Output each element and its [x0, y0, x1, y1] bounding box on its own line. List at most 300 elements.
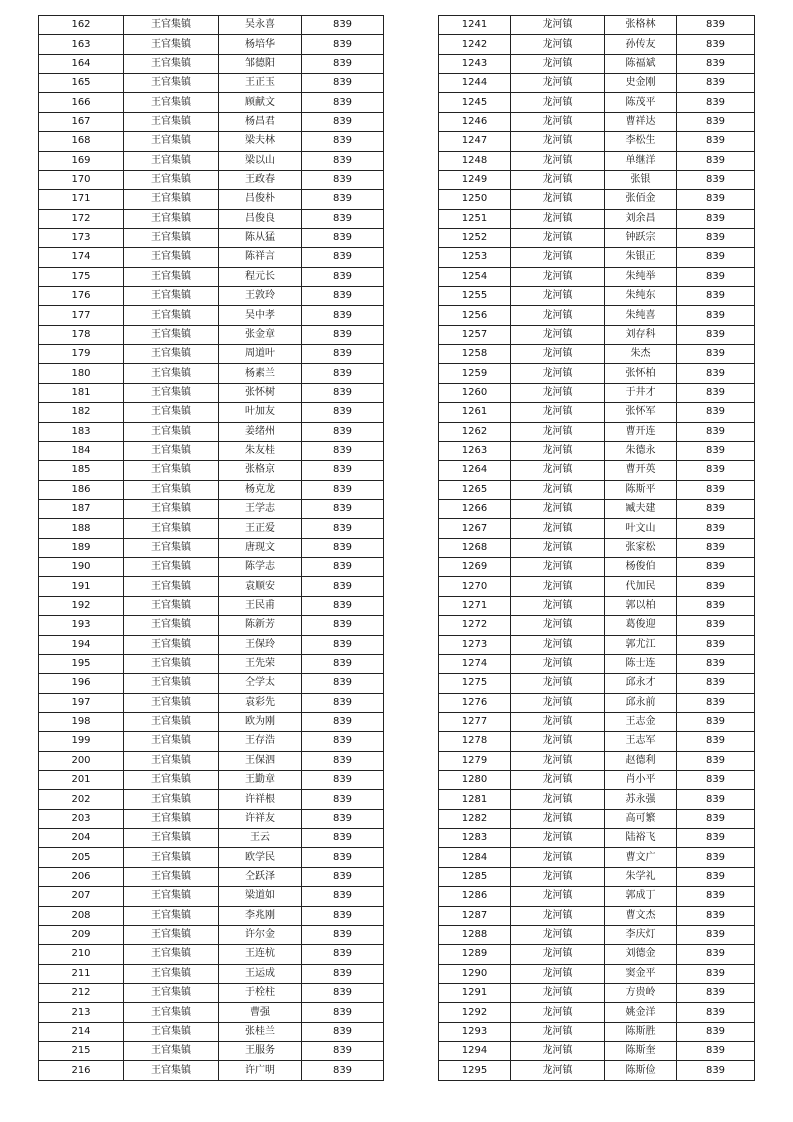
table-row: [39, 1022, 384, 1041]
amount-cell: 839: [677, 809, 755, 828]
amount-cell: 839: [302, 829, 384, 848]
table-row: [39, 112, 384, 131]
amount-cell: 839: [677, 151, 755, 170]
amount-cell: 839: [302, 771, 384, 790]
table-row: [439, 829, 755, 848]
row-number-cell: 1244: [439, 74, 511, 93]
person-name-cell: 姜绪州: [219, 422, 302, 441]
row-number-cell: 1272: [439, 616, 511, 635]
amount-cell: 839: [302, 306, 384, 325]
amount-cell: 839: [677, 771, 755, 790]
town-name-cell: 龙河镇: [511, 538, 605, 557]
amount-cell: 839: [302, 190, 384, 209]
row-number-cell: 215: [39, 1042, 124, 1061]
town-name-cell: 王官集镇: [124, 983, 219, 1002]
table-row: [439, 499, 755, 518]
row-number-cell: 196: [39, 674, 124, 693]
amount-cell: 839: [677, 480, 755, 499]
row-number-cell: 1282: [439, 809, 511, 828]
town-name-cell: 龙河镇: [511, 1022, 605, 1041]
row-number-cell: 1284: [439, 848, 511, 867]
amount-cell: 839: [302, 674, 384, 693]
person-name-cell: 吕俊朴: [219, 190, 302, 209]
town-name-cell: 王官集镇: [124, 480, 219, 499]
row-number-cell: 1291: [439, 983, 511, 1002]
amount-cell: 839: [677, 829, 755, 848]
row-number-cell: 188: [39, 519, 124, 538]
amount-cell: 839: [302, 558, 384, 577]
town-name-cell: 龙河镇: [511, 190, 605, 209]
table-row: [39, 267, 384, 286]
row-number-cell: 1273: [439, 635, 511, 654]
row-number-cell: 171: [39, 190, 124, 209]
row-number-cell: 1254: [439, 267, 511, 286]
town-name-cell: 龙河镇: [511, 345, 605, 364]
town-name-cell: 王官集镇: [124, 1061, 219, 1080]
amount-cell: 839: [302, 209, 384, 228]
town-name-cell: 龙河镇: [511, 674, 605, 693]
town-name-cell: 王官集镇: [124, 790, 219, 809]
person-name-cell: 陈福斌: [605, 54, 677, 73]
town-name-cell: 王官集镇: [124, 945, 219, 964]
amount-cell: 839: [302, 74, 384, 93]
amount-cell: 839: [302, 867, 384, 886]
table-row: [439, 790, 755, 809]
person-name-cell: 刘存科: [605, 325, 677, 344]
row-number-cell: 1252: [439, 228, 511, 247]
row-number-cell: 165: [39, 74, 124, 93]
town-name-cell: 龙河镇: [511, 16, 605, 35]
person-name-cell: 朱学礼: [605, 867, 677, 886]
person-name-cell: 王政春: [219, 170, 302, 189]
table-row: [439, 267, 755, 286]
amount-cell: 839: [302, 93, 384, 112]
town-name-cell: 龙河镇: [511, 887, 605, 906]
town-name-cell: 龙河镇: [511, 519, 605, 538]
row-number-cell: 180: [39, 364, 124, 383]
table-row: [39, 461, 384, 480]
table-row: [39, 1061, 384, 1080]
table-row: [439, 170, 755, 189]
table-row: [439, 461, 755, 480]
row-number-cell: 1276: [439, 693, 511, 712]
row-number-cell: 173: [39, 228, 124, 247]
person-name-cell: 王先荣: [219, 654, 302, 673]
row-number-cell: 1257: [439, 325, 511, 344]
row-number-cell: 194: [39, 635, 124, 654]
person-name-cell: 叶文山: [605, 519, 677, 538]
amount-cell: 839: [677, 635, 755, 654]
row-number-cell: 191: [39, 577, 124, 596]
right-roster-table: [438, 15, 755, 1081]
row-number-cell: 1275: [439, 674, 511, 693]
row-number-cell: 210: [39, 945, 124, 964]
row-number-cell: 179: [39, 345, 124, 364]
table-row: [39, 16, 384, 35]
row-number-cell: 199: [39, 732, 124, 751]
table-row: [439, 925, 755, 944]
table-row: [439, 887, 755, 906]
person-name-cell: 苏永强: [605, 790, 677, 809]
person-name-cell: 朱杰: [605, 345, 677, 364]
row-number-cell: 1242: [439, 35, 511, 54]
person-name-cell: 朱德永: [605, 441, 677, 460]
person-name-cell: 程元长: [219, 267, 302, 286]
amount-cell: 839: [677, 422, 755, 441]
row-number-cell: 204: [39, 829, 124, 848]
row-number-cell: 205: [39, 848, 124, 867]
person-name-cell: 许尔金: [219, 925, 302, 944]
amount-cell: 839: [302, 228, 384, 247]
table-row: [439, 54, 755, 73]
person-name-cell: 曹开英: [605, 461, 677, 480]
amount-cell: 839: [302, 983, 384, 1002]
town-name-cell: 龙河镇: [511, 964, 605, 983]
person-name-cell: 仝学太: [219, 674, 302, 693]
town-name-cell: 龙河镇: [511, 1042, 605, 1061]
table-row: [439, 151, 755, 170]
amount-cell: 839: [302, 732, 384, 751]
town-name-cell: 龙河镇: [511, 1061, 605, 1080]
table-row: [439, 809, 755, 828]
row-number-cell: 193: [39, 616, 124, 635]
row-number-cell: 177: [39, 306, 124, 325]
town-name-cell: 龙河镇: [511, 829, 605, 848]
amount-cell: 839: [302, 538, 384, 557]
amount-cell: 839: [302, 596, 384, 615]
amount-cell: 839: [677, 345, 755, 364]
town-name-cell: 龙河镇: [511, 654, 605, 673]
table-row: [39, 151, 384, 170]
table-row: [39, 519, 384, 538]
row-number-cell: 1263: [439, 441, 511, 460]
table-row: [39, 538, 384, 557]
table-row: [439, 383, 755, 402]
person-name-cell: 邱永前: [605, 693, 677, 712]
row-number-cell: 1255: [439, 287, 511, 306]
person-name-cell: 代加民: [605, 577, 677, 596]
town-name-cell: 王官集镇: [124, 519, 219, 538]
table-row: [39, 383, 384, 402]
amount-cell: 839: [302, 132, 384, 151]
amount-cell: 839: [677, 287, 755, 306]
person-name-cell: 肖小平: [605, 771, 677, 790]
town-name-cell: 王官集镇: [124, 151, 219, 170]
person-name-cell: 陈从猛: [219, 228, 302, 247]
row-number-cell: 1288: [439, 925, 511, 944]
person-name-cell: 张怀柏: [605, 364, 677, 383]
person-name-cell: 王连杭: [219, 945, 302, 964]
amount-cell: 839: [677, 1022, 755, 1041]
amount-cell: 839: [302, 54, 384, 73]
amount-cell: 839: [677, 906, 755, 925]
amount-cell: 839: [302, 422, 384, 441]
table-row: [39, 577, 384, 596]
amount-cell: 839: [677, 16, 755, 35]
town-name-cell: 王官集镇: [124, 403, 219, 422]
row-number-cell: 1264: [439, 461, 511, 480]
row-number-cell: 162: [39, 16, 124, 35]
table-row: [39, 558, 384, 577]
table-row: [439, 945, 755, 964]
row-number-cell: 186: [39, 480, 124, 499]
person-name-cell: 曹开连: [605, 422, 677, 441]
amount-cell: 839: [302, 751, 384, 770]
amount-cell: 839: [677, 383, 755, 402]
town-name-cell: 王官集镇: [124, 345, 219, 364]
person-name-cell: 许广明: [219, 1061, 302, 1080]
row-number-cell: 1286: [439, 887, 511, 906]
person-name-cell: 邹德阳: [219, 54, 302, 73]
row-number-cell: 1241: [439, 16, 511, 35]
row-number-cell: 1290: [439, 964, 511, 983]
row-number-cell: 1289: [439, 945, 511, 964]
table-row: [39, 170, 384, 189]
person-name-cell: 陆裕飞: [605, 829, 677, 848]
row-number-cell: 172: [39, 209, 124, 228]
person-name-cell: 朱纯举: [605, 267, 677, 286]
town-name-cell: 王官集镇: [124, 287, 219, 306]
left-roster-table: [38, 15, 384, 1081]
town-name-cell: 龙河镇: [511, 132, 605, 151]
person-name-cell: 王运成: [219, 964, 302, 983]
table-row: [439, 983, 755, 1002]
table-row: [39, 945, 384, 964]
amount-cell: 839: [677, 93, 755, 112]
town-name-cell: 王官集镇: [124, 712, 219, 731]
person-name-cell: 陈斯胜: [605, 1022, 677, 1041]
row-number-cell: 1281: [439, 790, 511, 809]
person-name-cell: 王保泗: [219, 751, 302, 770]
table-row: [39, 596, 384, 615]
amount-cell: 839: [677, 964, 755, 983]
row-number-cell: 190: [39, 558, 124, 577]
town-name-cell: 王官集镇: [124, 248, 219, 267]
row-number-cell: 1271: [439, 596, 511, 615]
person-name-cell: 张金章: [219, 325, 302, 344]
row-number-cell: 1269: [439, 558, 511, 577]
town-name-cell: 龙河镇: [511, 325, 605, 344]
amount-cell: 839: [677, 364, 755, 383]
town-name-cell: 王官集镇: [124, 228, 219, 247]
table-row: [439, 74, 755, 93]
amount-cell: 839: [677, 519, 755, 538]
person-name-cell: 刘余昌: [605, 209, 677, 228]
town-name-cell: 龙河镇: [511, 267, 605, 286]
town-name-cell: 王官集镇: [124, 906, 219, 925]
person-name-cell: 王勤章: [219, 771, 302, 790]
table-row: [439, 1003, 755, 1022]
person-name-cell: 姚金洋: [605, 1003, 677, 1022]
person-name-cell: 周道叶: [219, 345, 302, 364]
row-number-cell: 1266: [439, 499, 511, 518]
table-row: [439, 132, 755, 151]
town-name-cell: 王官集镇: [124, 74, 219, 93]
person-name-cell: 许祥根: [219, 790, 302, 809]
amount-cell: 839: [677, 267, 755, 286]
row-number-cell: 203: [39, 809, 124, 828]
town-name-cell: 龙河镇: [511, 422, 605, 441]
town-name-cell: 龙河镇: [511, 461, 605, 480]
amount-cell: 839: [677, 170, 755, 189]
amount-cell: 839: [302, 809, 384, 828]
person-name-cell: 朱友桂: [219, 441, 302, 460]
table-row: [439, 848, 755, 867]
table-row: [39, 829, 384, 848]
person-name-cell: 袁彩先: [219, 693, 302, 712]
amount-cell: 839: [302, 248, 384, 267]
town-name-cell: 王官集镇: [124, 809, 219, 828]
person-name-cell: 张格林: [605, 16, 677, 35]
table-row: [439, 635, 755, 654]
row-number-cell: 1287: [439, 906, 511, 925]
town-name-cell: 王官集镇: [124, 964, 219, 983]
amount-cell: 839: [302, 499, 384, 518]
person-name-cell: 张家松: [605, 538, 677, 557]
person-name-cell: 赵德利: [605, 751, 677, 770]
amount-cell: 839: [302, 383, 384, 402]
row-number-cell: 200: [39, 751, 124, 770]
person-name-cell: 吴中孝: [219, 306, 302, 325]
amount-cell: 839: [302, 441, 384, 460]
row-number-cell: 182: [39, 403, 124, 422]
table-row: [439, 577, 755, 596]
table-row: [39, 209, 384, 228]
row-number-cell: 163: [39, 35, 124, 54]
person-name-cell: 杨克龙: [219, 480, 302, 499]
town-name-cell: 龙河镇: [511, 403, 605, 422]
table-row: [439, 1061, 755, 1080]
row-number-cell: 1268: [439, 538, 511, 557]
table-row: [39, 364, 384, 383]
row-number-cell: 1270: [439, 577, 511, 596]
row-number-cell: 168: [39, 132, 124, 151]
person-name-cell: 唐现文: [219, 538, 302, 557]
amount-cell: 839: [677, 848, 755, 867]
amount-cell: 839: [302, 364, 384, 383]
person-name-cell: 邱永才: [605, 674, 677, 693]
town-name-cell: 龙河镇: [511, 287, 605, 306]
person-name-cell: 李庆灯: [605, 925, 677, 944]
person-name-cell: 陈新芳: [219, 616, 302, 635]
row-number-cell: 195: [39, 654, 124, 673]
town-name-cell: 龙河镇: [511, 616, 605, 635]
person-name-cell: 曹文广: [605, 848, 677, 867]
table-row: [39, 732, 384, 751]
amount-cell: 839: [302, 945, 384, 964]
table-row: [39, 248, 384, 267]
table-row: [439, 112, 755, 131]
town-name-cell: 龙河镇: [511, 151, 605, 170]
amount-cell: 839: [302, 635, 384, 654]
town-name-cell: 王官集镇: [124, 829, 219, 848]
person-name-cell: 王民甫: [219, 596, 302, 615]
town-name-cell: 龙河镇: [511, 906, 605, 925]
row-number-cell: 1277: [439, 712, 511, 731]
table-row: [39, 228, 384, 247]
amount-cell: 839: [677, 112, 755, 131]
table-row: [439, 654, 755, 673]
row-number-cell: 1245: [439, 93, 511, 112]
left-roster-body: [39, 16, 384, 1081]
row-number-cell: 206: [39, 867, 124, 886]
amount-cell: 839: [302, 1061, 384, 1080]
town-name-cell: 王官集镇: [124, 190, 219, 209]
person-name-cell: 朱银正: [605, 248, 677, 267]
row-number-cell: 202: [39, 790, 124, 809]
table-row: [439, 906, 755, 925]
town-name-cell: 王官集镇: [124, 132, 219, 151]
amount-cell: 839: [302, 325, 384, 344]
row-number-cell: 197: [39, 693, 124, 712]
table-row: [439, 345, 755, 364]
row-number-cell: 1256: [439, 306, 511, 325]
table-row: [39, 480, 384, 499]
table-row: [439, 616, 755, 635]
amount-cell: 839: [677, 441, 755, 460]
person-name-cell: 王云: [219, 829, 302, 848]
town-name-cell: 王官集镇: [124, 112, 219, 131]
row-number-cell: 213: [39, 1003, 124, 1022]
town-name-cell: 王官集镇: [124, 867, 219, 886]
table-row: [439, 228, 755, 247]
table-row: [39, 848, 384, 867]
town-name-cell: 龙河镇: [511, 480, 605, 499]
amount-cell: 839: [677, 306, 755, 325]
table-row: [39, 906, 384, 925]
amount-cell: 839: [677, 1003, 755, 1022]
table-row: [439, 1042, 755, 1061]
town-name-cell: 龙河镇: [511, 983, 605, 1002]
person-name-cell: 王正玉: [219, 74, 302, 93]
table-row: [439, 771, 755, 790]
amount-cell: 839: [677, 983, 755, 1002]
amount-cell: 839: [677, 654, 755, 673]
town-name-cell: 龙河镇: [511, 712, 605, 731]
person-name-cell: 单继洋: [605, 151, 677, 170]
table-row: [439, 732, 755, 751]
amount-cell: 839: [677, 132, 755, 151]
table-row: [39, 635, 384, 654]
person-name-cell: 陈学志: [219, 558, 302, 577]
town-name-cell: 王官集镇: [124, 577, 219, 596]
row-number-cell: 1243: [439, 54, 511, 73]
row-number-cell: 1261: [439, 403, 511, 422]
person-name-cell: 陈斯平: [605, 480, 677, 499]
town-name-cell: 龙河镇: [511, 1003, 605, 1022]
amount-cell: 839: [677, 228, 755, 247]
person-name-cell: 张银: [605, 170, 677, 189]
row-number-cell: 176: [39, 287, 124, 306]
person-name-cell: 张怀军: [605, 403, 677, 422]
row-number-cell: 185: [39, 461, 124, 480]
town-name-cell: 王官集镇: [124, 461, 219, 480]
table-row: [439, 422, 755, 441]
person-name-cell: 陈斯奎: [605, 1042, 677, 1061]
town-name-cell: 王官集镇: [124, 383, 219, 402]
person-name-cell: 刘德金: [605, 945, 677, 964]
town-name-cell: 龙河镇: [511, 441, 605, 460]
row-number-cell: 1293: [439, 1022, 511, 1041]
table-row: [439, 693, 755, 712]
person-name-cell: 方贵岭: [605, 983, 677, 1002]
amount-cell: 839: [677, 325, 755, 344]
person-name-cell: 王存浩: [219, 732, 302, 751]
town-name-cell: 龙河镇: [511, 170, 605, 189]
table-row: [439, 441, 755, 460]
person-name-cell: 王保玲: [219, 635, 302, 654]
table-row: [39, 867, 384, 886]
